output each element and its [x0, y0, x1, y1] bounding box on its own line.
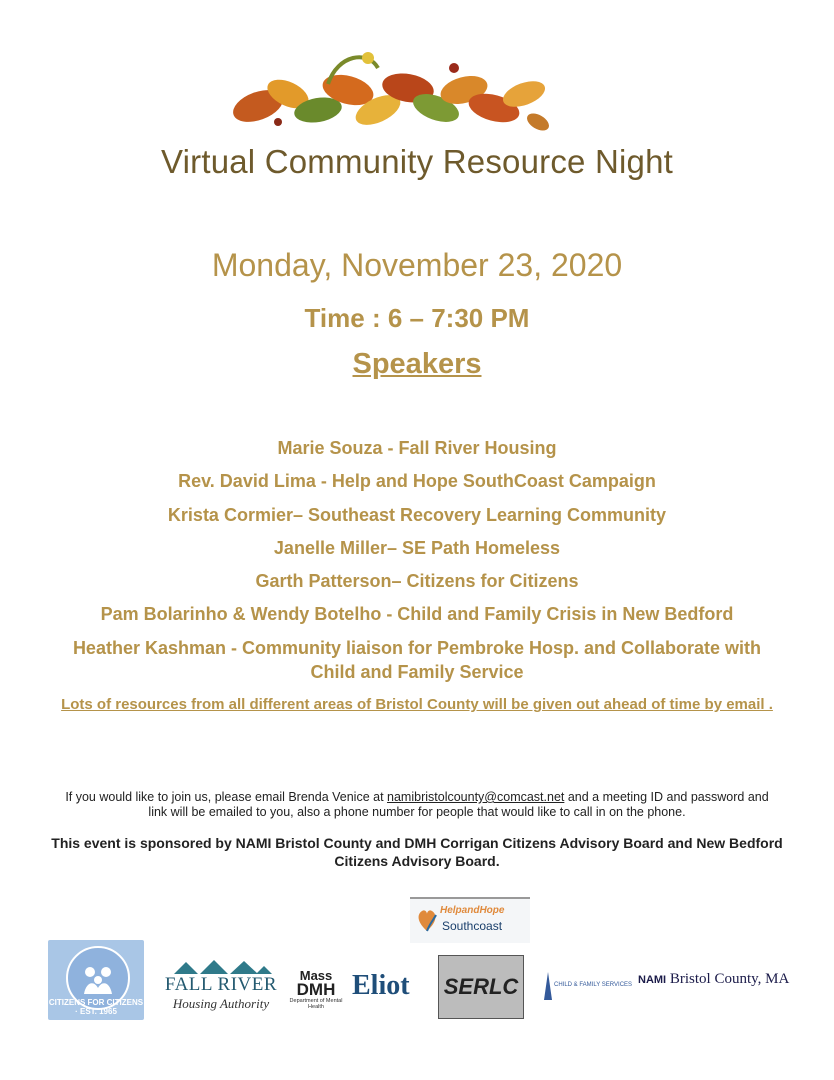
event-date: Monday, November 23, 2020 [211, 247, 623, 283]
eliot-logo: Eliot [352, 970, 410, 1001]
speaker-item: Pam Bolarinho & Wendy Botelho - Child and Family Crisis in New Bedford [100, 604, 734, 624]
speakers-heading: Speakers [352, 348, 482, 380]
sponsor-statement: This event is sponsored by NAMI Bristol County and DMH Corrigan Citizens Advisory Board and New Bedford Citizens Advisory Board. [51, 835, 783, 869]
join-instructions [55, 790, 779, 820]
dmh-letters: DMH [296, 980, 336, 999]
event-title: Virtual Community Resource Night [161, 143, 673, 180]
citizens-logo-text: CITIZENS FOR CITIZENS · EST. 1965 [48, 998, 144, 1016]
serlc-wordmark: SERLC [443, 974, 519, 999]
speaker-item: Heather Kashman - Community liaison for Pembroke Hosp. and Collaborate with Child and Family Service [72, 638, 762, 682]
southcoast-wordmark: Southcoast [442, 919, 503, 933]
cfs-wordmark: CHILD & FAMILY SERVICES [554, 982, 633, 988]
nami-bristol-wordmark: Bristol County, MA [666, 971, 790, 987]
join-text-after: and a meeting ID and password and link will be emailed to you, also a phone number for people that would like to call in on the phone. [148, 790, 769, 819]
join-text-before: If you would like to join us, please email Brenda Venice at [65, 790, 388, 804]
speaker-item: Garth Patterson– Citizens for Citizens [255, 571, 579, 591]
dmh-mass-text: Mass [299, 968, 333, 983]
nami-bristol-logo [638, 970, 788, 992]
speaker-item: Rev. David Lima - Help and Hope SouthCoast Campaign [178, 471, 656, 491]
child-family-services-logo [540, 968, 633, 1004]
serlc-logo [438, 955, 524, 1019]
autumn-leaves-illustration [218, 44, 558, 136]
fall-river-housing-logo [158, 958, 284, 1016]
contact-email-link[interactable]: namibristolcounty@comcast.net [387, 790, 565, 804]
fall-river-wordmark: FALL RIVER [164, 974, 278, 995]
dmh-subtext: Department of Mental Health [289, 998, 343, 1010]
hands-heart-icon [416, 905, 438, 933]
help-and-hope-logo [410, 897, 530, 943]
figure-icon [542, 970, 554, 1002]
speaker-item: Janelle Miller– SE Path Homeless [273, 538, 561, 558]
nami-mark: NAMI [638, 974, 667, 986]
event-time: Time : 6 – 7:30 PM [304, 303, 530, 333]
citizens-for-citizens-logo [48, 940, 144, 1020]
speaker-item: Marie Souza - Fall River Housing [277, 438, 557, 458]
mass-dmh-logo [284, 968, 348, 1010]
resources-note: Lots of resources from all different areas of Bristol County will be given out ahead of time by email . [61, 696, 773, 713]
help-hope-wordmark: HelpandHope [440, 905, 505, 916]
housing-authority-wordmark: Housing Authority [172, 996, 270, 1011]
speaker-item: Krista Cormier– Southeast Recovery Learning Community [167, 505, 667, 525]
